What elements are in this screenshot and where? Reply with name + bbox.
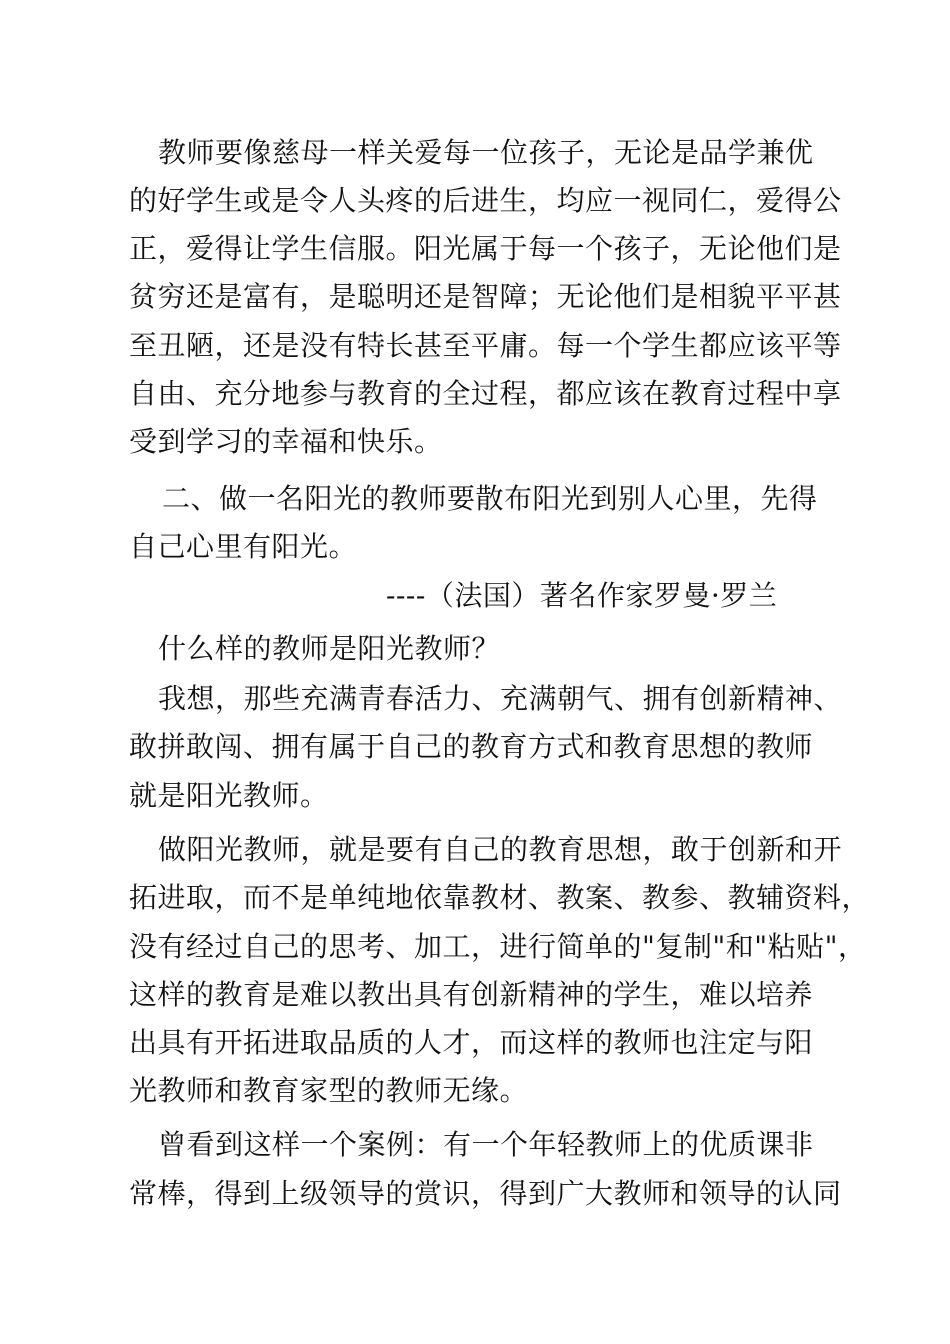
text-line: 曾看到这样一个案例：有一个年轻教师上的优质课非 [158,1128,814,1161]
quote-attribution: ----（法国）著名作家罗曼·罗兰 [386,579,778,612]
text-line: 出具有开拓进取品质的人才，而这样的教师也注定与阳 [129,1026,814,1059]
text-line: 自己心里有阳光。 [129,530,358,563]
text-line: 这样的教育是难以教出具有创新精神的学生，难以培养 [129,978,814,1011]
text-line: 至丑陋，还是没有特长甚至平庸。每一个学生都应该平等 [129,329,842,362]
text-line: 自由、充分地参与教育的全过程，都应该在教育过程中享 [129,377,842,410]
text-line: 敢拼敢闯、拥有属于自己的教育方式和教育思想的教师 [129,730,814,763]
text-line: 就是阳光教师。 [129,779,329,812]
text-line: 我想，那些充满青春活力、充满朝气、拥有创新精神、 [158,682,843,715]
text-line: 光教师和教育家型的教师无缘。 [129,1074,529,1107]
section-heading-line: 二、做一名阳光的教师要散布阳光到别人心里，先得 [162,482,818,515]
text-line: 拓进取，而不是单纯地依靠教材、教案、教参、教辅资料， [129,881,871,914]
text-line: 正，爱得让学生信服。阳光属于每一个孩子，无论他们是 [129,232,842,265]
text-line: 什么样的教师是阳光教师？ [158,632,501,665]
text-line: 做阳光教师，就是要有自己的教育思想，敢于创新和开 [158,833,843,866]
text-line: 贫穷还是富有，是聪明还是智障；无论他们是相貌平平甚 [129,280,842,313]
text-line: 的好学生或是令人头疼的后进生，均应一视同仁，爱得公 [129,184,842,217]
text-line: 没有经过自己的思考、加工，进行简单的"复制"和"粘贴"， [129,930,867,963]
text-line: 教师要像慈母一样关爱每一位孩子，无论是品学兼优 [158,136,814,169]
text-line: 常棒，得到上级领导的赏识，得到广大教师和领导的认同 [129,1177,842,1210]
text-line: 受到学习的幸福和快乐。 [129,425,443,458]
